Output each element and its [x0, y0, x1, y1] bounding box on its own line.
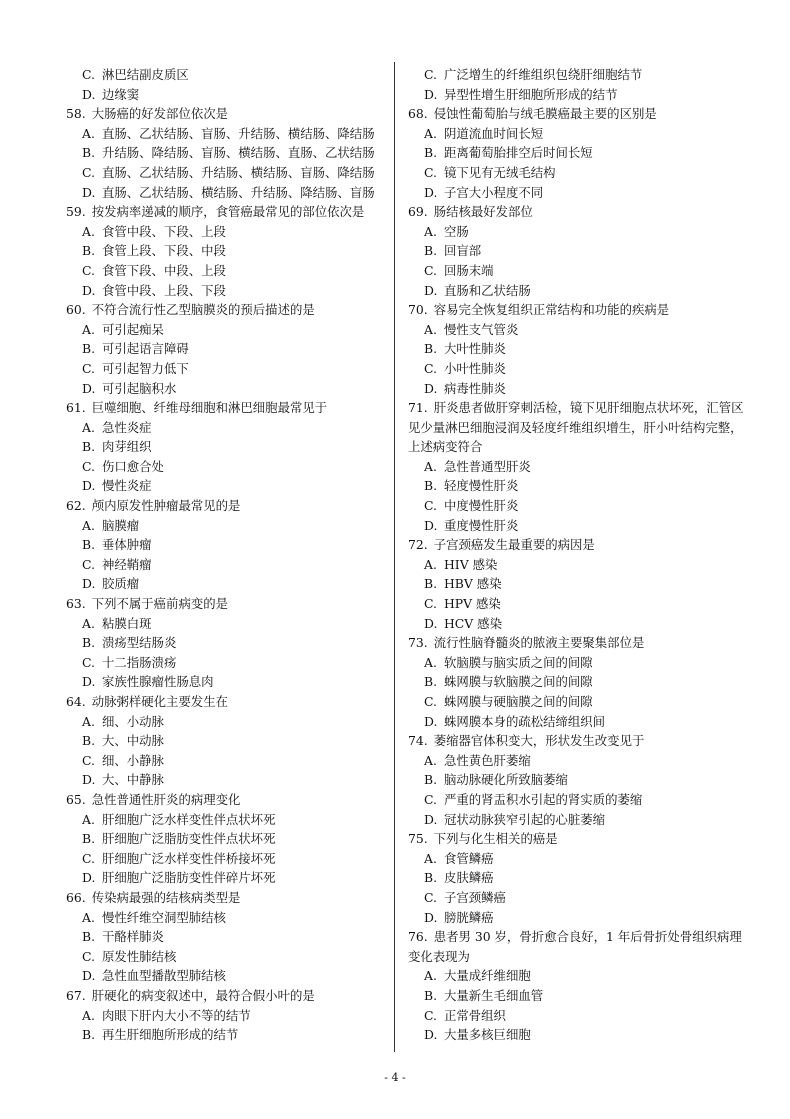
option-text: 肝细胞广泛脂肪变性伴点状坏死 — [102, 831, 276, 847]
option-text: 病毒性肺炎 — [444, 380, 506, 396]
answer-option — [66, 614, 406, 634]
option-label: C. — [82, 752, 95, 768]
option-text: 急性血型播散型肺结核 — [102, 968, 226, 984]
option-label: D. — [82, 184, 96, 200]
option-text: 严重的肾盂积水引起的肾实质的萎缩 — [444, 791, 643, 807]
answer-option — [408, 143, 748, 163]
answer-option — [408, 751, 748, 771]
option-text: HBV 感染 — [444, 576, 502, 592]
column-divider — [394, 62, 395, 1052]
question-stem — [66, 692, 406, 712]
option-text: 可引起痴呆 — [102, 321, 164, 337]
answer-option — [408, 653, 748, 673]
question-number: 74. — [408, 733, 428, 749]
question-number: 75. — [408, 831, 428, 847]
option-text: 膀胱鳞癌 — [444, 909, 494, 925]
option-text: 可引起语言障碍 — [102, 341, 189, 357]
option-label: C. — [82, 556, 95, 572]
option-label: A. — [424, 458, 437, 474]
option-text: 边缘窦 — [102, 86, 140, 102]
option-label: A. — [424, 321, 437, 337]
option-label: D. — [424, 282, 438, 298]
option-label: D. — [82, 478, 96, 494]
answer-option — [408, 65, 748, 85]
answer-option — [66, 908, 406, 928]
option-label: C. — [424, 889, 437, 905]
question-number: 69. — [408, 204, 428, 220]
question-stem — [66, 790, 406, 810]
option-label: B. — [424, 576, 438, 592]
option-label: D. — [424, 1027, 438, 1043]
question-number: 71. — [408, 400, 428, 416]
option-label: D. — [424, 184, 438, 200]
option-text: 异型性增生肝细胞所形成的结节 — [444, 86, 618, 102]
answer-option — [66, 1025, 406, 1045]
question-stem — [408, 829, 748, 849]
option-label: A. — [424, 850, 437, 866]
question-text: 颅内原发性肿瘤最常见的是 — [91, 498, 241, 514]
option-label: B. — [82, 243, 96, 259]
option-label: A. — [82, 713, 95, 729]
option-label: C. — [424, 694, 437, 709]
question-number: 58. — [66, 106, 86, 122]
option-label: D. — [424, 380, 438, 396]
answer-option — [66, 437, 406, 457]
option-text: HIV 感染 — [444, 556, 498, 572]
answer-option — [66, 653, 406, 673]
option-label: B. — [424, 478, 438, 494]
option-label: C. — [82, 262, 95, 278]
option-label: C. — [424, 262, 437, 278]
question-stem — [408, 202, 748, 222]
option-text: 肝细胞广泛水样变性伴点状坏死 — [102, 811, 276, 827]
option-text: 急性普通型肝炎 — [444, 458, 531, 474]
question-text: 肝硬化的病变叙述中，最符合假小叶的是 — [91, 987, 315, 1003]
option-text: 小叶性肺炎 — [444, 360, 506, 376]
answer-option — [408, 692, 748, 712]
option-text: 蛛网膜与软脑膜之间的间隙 — [444, 674, 593, 690]
option-label: D. — [424, 86, 438, 102]
option-label: A. — [424, 125, 437, 141]
option-label: A. — [424, 968, 437, 984]
answer-option — [66, 829, 406, 849]
option-text: 轻度慢性肝炎 — [444, 478, 519, 494]
option-label: B. — [82, 635, 96, 651]
option-label: D. — [424, 615, 438, 631]
question-number: 70. — [408, 302, 428, 318]
option-text: 子宫大小程度不同 — [444, 184, 544, 200]
right-column — [408, 65, 748, 1045]
answer-option — [66, 476, 406, 496]
option-label: B. — [82, 1027, 96, 1043]
option-label: B. — [424, 870, 438, 886]
answer-option — [408, 555, 748, 575]
option-text: 直肠、乙状结肠、盲肠、升结肠、横结肠、降结肠 — [102, 125, 375, 141]
option-text: 大量多核巨细胞 — [444, 1027, 531, 1043]
question-text: 按发病率递减的顺序，食管癌最常见的部位依次是 — [91, 204, 365, 220]
question-stem — [66, 398, 406, 418]
question-stem — [408, 300, 748, 320]
option-label: C. — [424, 596, 437, 612]
option-text: 垂体肿瘤 — [102, 537, 152, 553]
answer-option — [66, 712, 406, 732]
option-text: 食管中段、上段、下段 — [102, 282, 226, 298]
option-label: B. — [82, 537, 96, 553]
option-label: A. — [82, 125, 95, 141]
question-stem — [408, 731, 748, 751]
option-text: 再生肝细胞所形成的结节 — [102, 1027, 239, 1043]
option-label: D. — [82, 772, 96, 788]
question-number: 65. — [66, 791, 86, 807]
question-number: 61. — [66, 400, 86, 416]
answer-option — [66, 574, 406, 594]
answer-option — [66, 143, 406, 163]
option-text: 淋巴结副皮质区 — [102, 67, 189, 82]
answer-option — [408, 496, 748, 516]
option-text: 直肠、乙状结肠、横结肠、升结肠、降结肠、盲肠 — [102, 184, 375, 200]
option-text: 升结肠、降结肠、盲肠、横结肠、直肠、乙状结肠 — [102, 145, 375, 161]
option-text: 大量成纤维细胞 — [444, 968, 531, 984]
option-text: 食管下段、中段、上段 — [102, 262, 226, 278]
question-text: 肠结核最好发部位 — [433, 204, 533, 220]
question-text: 容易完全恢复组织正常结构和功能的疾病是 — [433, 302, 670, 318]
option-label: A. — [424, 752, 437, 768]
question-text: 患者男 30 岁，骨折愈合良好，1 年后骨折处骨组织病理变化表现为 — [408, 929, 742, 964]
option-text: 食管中段、下段、上段 — [102, 223, 226, 239]
option-label: C. — [82, 67, 95, 82]
option-text: 干酪样肺炎 — [102, 929, 164, 945]
option-text: 伤口愈合处 — [102, 458, 164, 474]
question-text: 巨噬细胞、纤维母细胞和淋巴细胞最常见于 — [91, 400, 328, 416]
question-text: 流行性脑脊髓炎的脓液主要聚集部位是 — [433, 635, 645, 651]
question-text: 子宫颈癌发生最重要的病因是 — [433, 537, 595, 553]
option-text: 直肠、乙状结肠、升结肠、横结肠、盲肠、降结肠 — [102, 164, 375, 180]
option-label: A. — [82, 1007, 95, 1023]
option-label: D. — [82, 282, 96, 298]
answer-option — [66, 379, 406, 399]
option-text: 冠状动脉狭窄引起的心脏萎缩 — [444, 811, 606, 827]
option-text: 粘膜白斑 — [102, 615, 152, 631]
option-label: C. — [424, 164, 437, 180]
option-label: B. — [82, 929, 96, 945]
answer-option — [66, 124, 406, 144]
answer-option — [66, 261, 406, 281]
option-text: 子宫颈鳞癌 — [444, 889, 506, 905]
answer-option — [66, 770, 406, 790]
option-label: A. — [424, 654, 437, 670]
answer-option — [66, 457, 406, 477]
answer-option — [66, 418, 406, 438]
option-text: 肉芽组织 — [102, 439, 152, 455]
option-text: 广泛增生的纤维组织包绕肝细胞结节 — [444, 67, 643, 82]
option-text: 空肠 — [444, 223, 469, 239]
answer-option — [66, 849, 406, 869]
option-text: 食管鳞癌 — [444, 850, 494, 866]
option-label: D. — [424, 517, 438, 533]
answer-option — [408, 1025, 748, 1045]
option-label: C. — [82, 164, 95, 180]
question-stem — [408, 398, 748, 457]
answer-option — [408, 281, 748, 301]
option-label: B. — [424, 674, 438, 690]
option-text: 慢性纤维空洞型肺结核 — [102, 909, 226, 925]
option-label: C. — [424, 67, 437, 82]
option-label: B. — [424, 987, 438, 1003]
answer-option — [408, 966, 748, 986]
option-text: 十二指肠溃疡 — [102, 654, 177, 670]
option-text: 蛛网膜与硬脑膜之间的间隙 — [444, 694, 593, 709]
option-text: 家族性腺瘤性肠息肉 — [102, 674, 214, 690]
answer-option — [66, 183, 406, 203]
option-label: A. — [82, 419, 95, 435]
option-label: C. — [82, 850, 95, 866]
answer-option — [408, 261, 748, 281]
question-stem — [408, 633, 748, 653]
option-label: C. — [424, 498, 437, 514]
answer-option — [408, 163, 748, 183]
question-text: 萎缩器官体积变大，形状发生改变见于 — [433, 733, 645, 749]
answer-option — [408, 359, 748, 379]
option-label: D. — [82, 380, 96, 396]
question-text: 侵蚀性葡萄胎与绒毛膜癌最主要的区别是 — [433, 106, 657, 122]
left-column — [66, 65, 406, 1045]
option-text: 溃疡型结肠炎 — [102, 635, 177, 651]
option-text: 慢性支气管炎 — [444, 321, 519, 337]
option-text: 可引起脑积水 — [102, 380, 177, 396]
answer-option — [66, 85, 406, 105]
option-text: 大量新生毛细血管 — [444, 987, 544, 1003]
question-stem — [66, 202, 406, 222]
question-text: 传染病最强的结核病类型是 — [91, 889, 241, 905]
option-text: 中度慢性肝炎 — [444, 498, 519, 514]
answer-option — [66, 555, 406, 575]
question-text: 不符合流行性乙型脑膜炎的预后描述的是 — [91, 302, 315, 318]
option-text: 急性炎症 — [102, 419, 152, 435]
question-number: 59. — [66, 204, 86, 220]
option-label: C. — [424, 360, 437, 376]
option-label: B. — [424, 772, 438, 788]
option-label: B. — [424, 341, 438, 357]
option-label: C. — [82, 654, 95, 670]
question-number: 76. — [408, 929, 428, 945]
option-label: A. — [82, 223, 95, 239]
answer-option — [66, 633, 406, 653]
answer-option — [66, 672, 406, 692]
option-text: 回肠末端 — [444, 262, 494, 278]
option-label: A. — [82, 811, 95, 827]
answer-option — [66, 163, 406, 183]
question-number: 64. — [66, 694, 86, 709]
question-number: 62. — [66, 498, 86, 514]
option-label: A. — [82, 909, 95, 925]
answer-option — [66, 535, 406, 555]
question-text: 急性普通性肝炎的病理变化 — [91, 791, 241, 807]
option-text: 肝细胞广泛脂肪变性伴碎片坏死 — [102, 870, 276, 886]
answer-option — [408, 241, 748, 261]
option-label: D. — [82, 86, 96, 102]
option-text: 食管上段、下段、中段 — [102, 243, 226, 259]
answer-option — [408, 339, 748, 359]
option-label: D. — [424, 713, 438, 729]
answer-option — [408, 888, 748, 908]
question-stem — [66, 104, 406, 124]
option-label: B. — [82, 439, 96, 455]
answer-option — [408, 320, 748, 340]
answer-option — [408, 712, 748, 732]
question-stem — [66, 496, 406, 516]
answer-option — [408, 1006, 748, 1026]
option-text: 大、中静脉 — [102, 772, 164, 788]
option-text: 原发性肺结核 — [102, 948, 177, 964]
answer-option — [66, 516, 406, 536]
question-stem — [66, 986, 406, 1006]
answer-option — [66, 947, 406, 967]
option-text: 软脑膜与脑实质之间的间隙 — [444, 654, 593, 670]
answer-option — [408, 457, 748, 477]
option-label: C. — [424, 791, 437, 807]
question-stem — [408, 104, 748, 124]
option-label: D. — [82, 576, 96, 592]
answer-option — [408, 516, 748, 536]
option-label: C. — [424, 1007, 437, 1023]
answer-option — [66, 927, 406, 947]
option-label: B. — [82, 733, 96, 749]
question-stem — [66, 300, 406, 320]
question-text: 下列不属于癌前病变的是 — [91, 596, 229, 612]
option-label: D. — [82, 870, 96, 886]
question-number: 73. — [408, 635, 428, 651]
question-text: 大肠癌的好发部位依次是 — [91, 106, 229, 122]
answer-option — [408, 986, 748, 1006]
option-label: D. — [82, 674, 96, 690]
option-text: 可引起智力低下 — [102, 360, 189, 376]
option-text: 细、小静脉 — [102, 752, 164, 768]
question-text: 下列与化生相关的癌是 — [433, 831, 558, 847]
answer-option — [408, 594, 748, 614]
question-text: 肝炎患者做肝穿刺活检，镜下见肝细胞点状坏死，汇管区见少量淋巴细胞浸润及轻度纤维组织增生，肝小叶结构完整，上述病变符合 — [408, 400, 744, 455]
option-label: A. — [82, 517, 95, 533]
question-number: 66. — [66, 889, 86, 905]
option-text: 大、中动脉 — [102, 733, 164, 749]
option-label: B. — [424, 243, 438, 259]
option-text: 皮肤鳞癌 — [444, 870, 494, 886]
option-text: 急性黄色肝萎缩 — [444, 752, 531, 768]
option-label: D. — [424, 811, 438, 827]
answer-option — [408, 908, 748, 928]
option-text: HPV 感染 — [444, 596, 501, 612]
question-stem — [408, 535, 748, 555]
option-text: HCV 感染 — [444, 615, 502, 631]
option-text: 脑膜瘤 — [102, 517, 140, 533]
answer-option — [408, 85, 748, 105]
option-label: A. — [424, 223, 437, 239]
answer-option — [408, 379, 748, 399]
option-text: 胶质瘤 — [102, 576, 140, 592]
option-label: B. — [82, 145, 96, 161]
question-number: 63. — [66, 596, 86, 612]
answer-option — [66, 339, 406, 359]
option-label: C. — [82, 948, 95, 964]
option-label: B. — [82, 341, 96, 357]
option-text: 大叶性肺炎 — [444, 341, 506, 357]
option-text: 肉眼下肝内大小不等的结节 — [102, 1007, 251, 1023]
option-text: 回盲部 — [444, 243, 482, 259]
answer-option — [408, 124, 748, 144]
question-stem — [408, 927, 748, 966]
option-label: C. — [82, 360, 95, 376]
answer-option — [66, 241, 406, 261]
answer-option — [408, 672, 748, 692]
option-text: 脑动脉硬化所致脑萎缩 — [444, 772, 568, 788]
option-text: 镜下见有无绒毛结构 — [444, 164, 556, 180]
option-text: 重度慢性肝炎 — [444, 517, 519, 533]
answer-option — [66, 966, 406, 986]
answer-option — [66, 1006, 406, 1026]
question-stem — [66, 888, 406, 908]
answer-option — [66, 868, 406, 888]
answer-option — [66, 281, 406, 301]
option-label: A. — [82, 321, 95, 337]
answer-option — [408, 810, 748, 830]
answer-option — [66, 320, 406, 340]
question-number: 60. — [66, 302, 86, 318]
answer-option — [408, 770, 748, 790]
answer-option — [66, 731, 406, 751]
answer-option — [66, 359, 406, 379]
answer-option — [66, 65, 406, 85]
option-text: 神经鞘瘤 — [102, 556, 152, 572]
answer-option — [408, 849, 748, 869]
option-text: 阴道流血时间长短 — [444, 125, 544, 141]
answer-option — [408, 574, 748, 594]
answer-option — [408, 183, 748, 203]
answer-option — [408, 222, 748, 242]
option-label: A. — [82, 615, 95, 631]
option-label: D. — [82, 968, 96, 984]
question-number: 67. — [66, 987, 86, 1003]
option-text: 距离葡萄胎排空后时间长短 — [444, 145, 593, 161]
option-label: B. — [424, 145, 438, 161]
question-number: 68. — [408, 106, 428, 122]
answer-option — [408, 476, 748, 496]
question-stem — [66, 594, 406, 614]
answer-option — [66, 222, 406, 242]
answer-option — [66, 810, 406, 830]
option-label: D. — [424, 909, 438, 925]
answer-option — [408, 790, 748, 810]
option-label: B. — [82, 831, 96, 847]
option-text: 直肠和乙状结肠 — [444, 282, 531, 298]
option-text: 细、小动脉 — [102, 713, 164, 729]
question-number: 72. — [408, 537, 428, 553]
answer-option — [408, 614, 748, 634]
answer-option — [66, 751, 406, 771]
option-label: A. — [424, 556, 437, 572]
page-number: - 4 - — [384, 1071, 406, 1084]
option-text: 蛛网膜本身的疏松结缔组织间 — [444, 713, 606, 729]
option-label: C. — [82, 458, 95, 474]
option-text: 肝细胞广泛水样变性伴桥接坏死 — [102, 850, 276, 866]
answer-option — [408, 868, 748, 888]
question-text: 动脉粥样硬化主要发生在 — [91, 694, 229, 709]
option-text: 正常骨组织 — [444, 1007, 506, 1023]
option-text: 慢性炎症 — [102, 478, 152, 494]
